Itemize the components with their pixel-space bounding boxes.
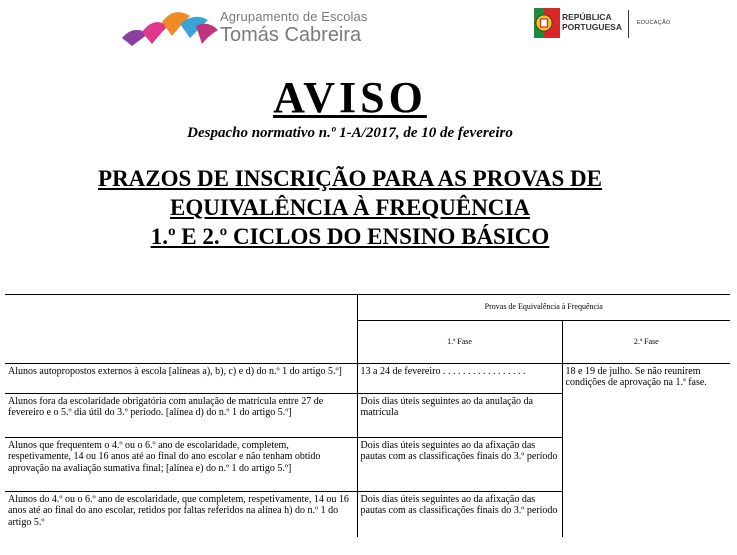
school-name: [220, 10, 367, 46]
empty-header-cell: [5, 294, 357, 363]
school-name-line1: Agrupamento de Escolas: [220, 9, 368, 24]
row1-who: Alunos autopropostos externos à escola [alíneas a), b), c) e d) do n.º 1 do artigo 5.º]: [5, 363, 357, 393]
notice-subtitle: Despacho normativo n.º 1-A/2017, de 10 de fevereiro: [187, 125, 513, 141]
republic-label: [562, 12, 622, 32]
notice-heading: [0, 164, 700, 251]
republic-line1: REPÚBLICA: [562, 12, 612, 22]
group-header: Provas de Equivalência à Frequência: [357, 294, 730, 320]
school-name-line2: Tomás Cabreira: [220, 24, 362, 46]
row2-phase1: Dois dias úteis seguintes ao da anulação da matrícula: [357, 393, 562, 437]
notice-title-text: AVISO: [273, 73, 427, 122]
heading-line2: EQUIVALÊNCIA À FREQUÊNCIA: [170, 195, 530, 220]
heading-line1: PRAZOS DE INSCRIÇÃO PARA AS PROVAS DE: [98, 166, 602, 191]
row4-who: Alunos do 4.º ou o 6.º ano de escolaridade, que completem, respetivamente, 14 ou 16 anos até ao final do ano escolar, retidos por faltas referidos na alínea h) do n.º 1 do artigo 5.º: [5, 491, 357, 537]
header-divider: [628, 10, 629, 38]
row2-who: Alunos fora da escolaridade obrigatória com anulação de matrícula entre 27 de fevereiro e o 5.º dia útil do 3.º período. [alínea d) do n.º 1 do artigo 5.º]: [5, 393, 357, 437]
ministry-label: EDUCAÇÃO: [637, 20, 671, 26]
row1-phase1: 13 a 24 de fevereiro . . . . . . . . . . . . . . . . .: [357, 363, 562, 393]
phase2-header: 2.ª Fase: [633, 336, 659, 346]
republic-line2: PORTUGUESA: [562, 22, 622, 32]
phase1-header: 1.ª Fase: [357, 320, 562, 363]
table-row: [5, 363, 730, 393]
row4-phase1: Dois dias úteis seguintes ao da afixação das pautas com as classificações finais do 3.º período: [357, 491, 562, 537]
row3-who: Alunos que frequentem o 4.º ou o 6.º ano de escolaridade, completem, respetivamente, 14 ou 16 anos até ao final do ano escolar e não tenham obtido aprovação na avaliação sumativa final; [alínea e) do n.º 1 do artigo 5.º]: [5, 437, 357, 491]
heading-line3: 1.º E 2.º CICLOS DO ENSINO BÁSICO: [150, 224, 550, 249]
row3-phase1: Dois dias úteis seguintes ao da afixação das pautas com as classificações finais do 3.º período: [357, 437, 562, 491]
notice-title: [0, 74, 700, 122]
school-logo-icon: [120, 4, 220, 50]
phase2-cell: 18 e 19 de julho. Se não reunirem condições de aprovação na 1.ª fase.: [565, 365, 707, 388]
page-header: [0, 0, 737, 56]
deadlines-table: [5, 294, 730, 537]
portugal-emblem-icon: [534, 8, 560, 38]
